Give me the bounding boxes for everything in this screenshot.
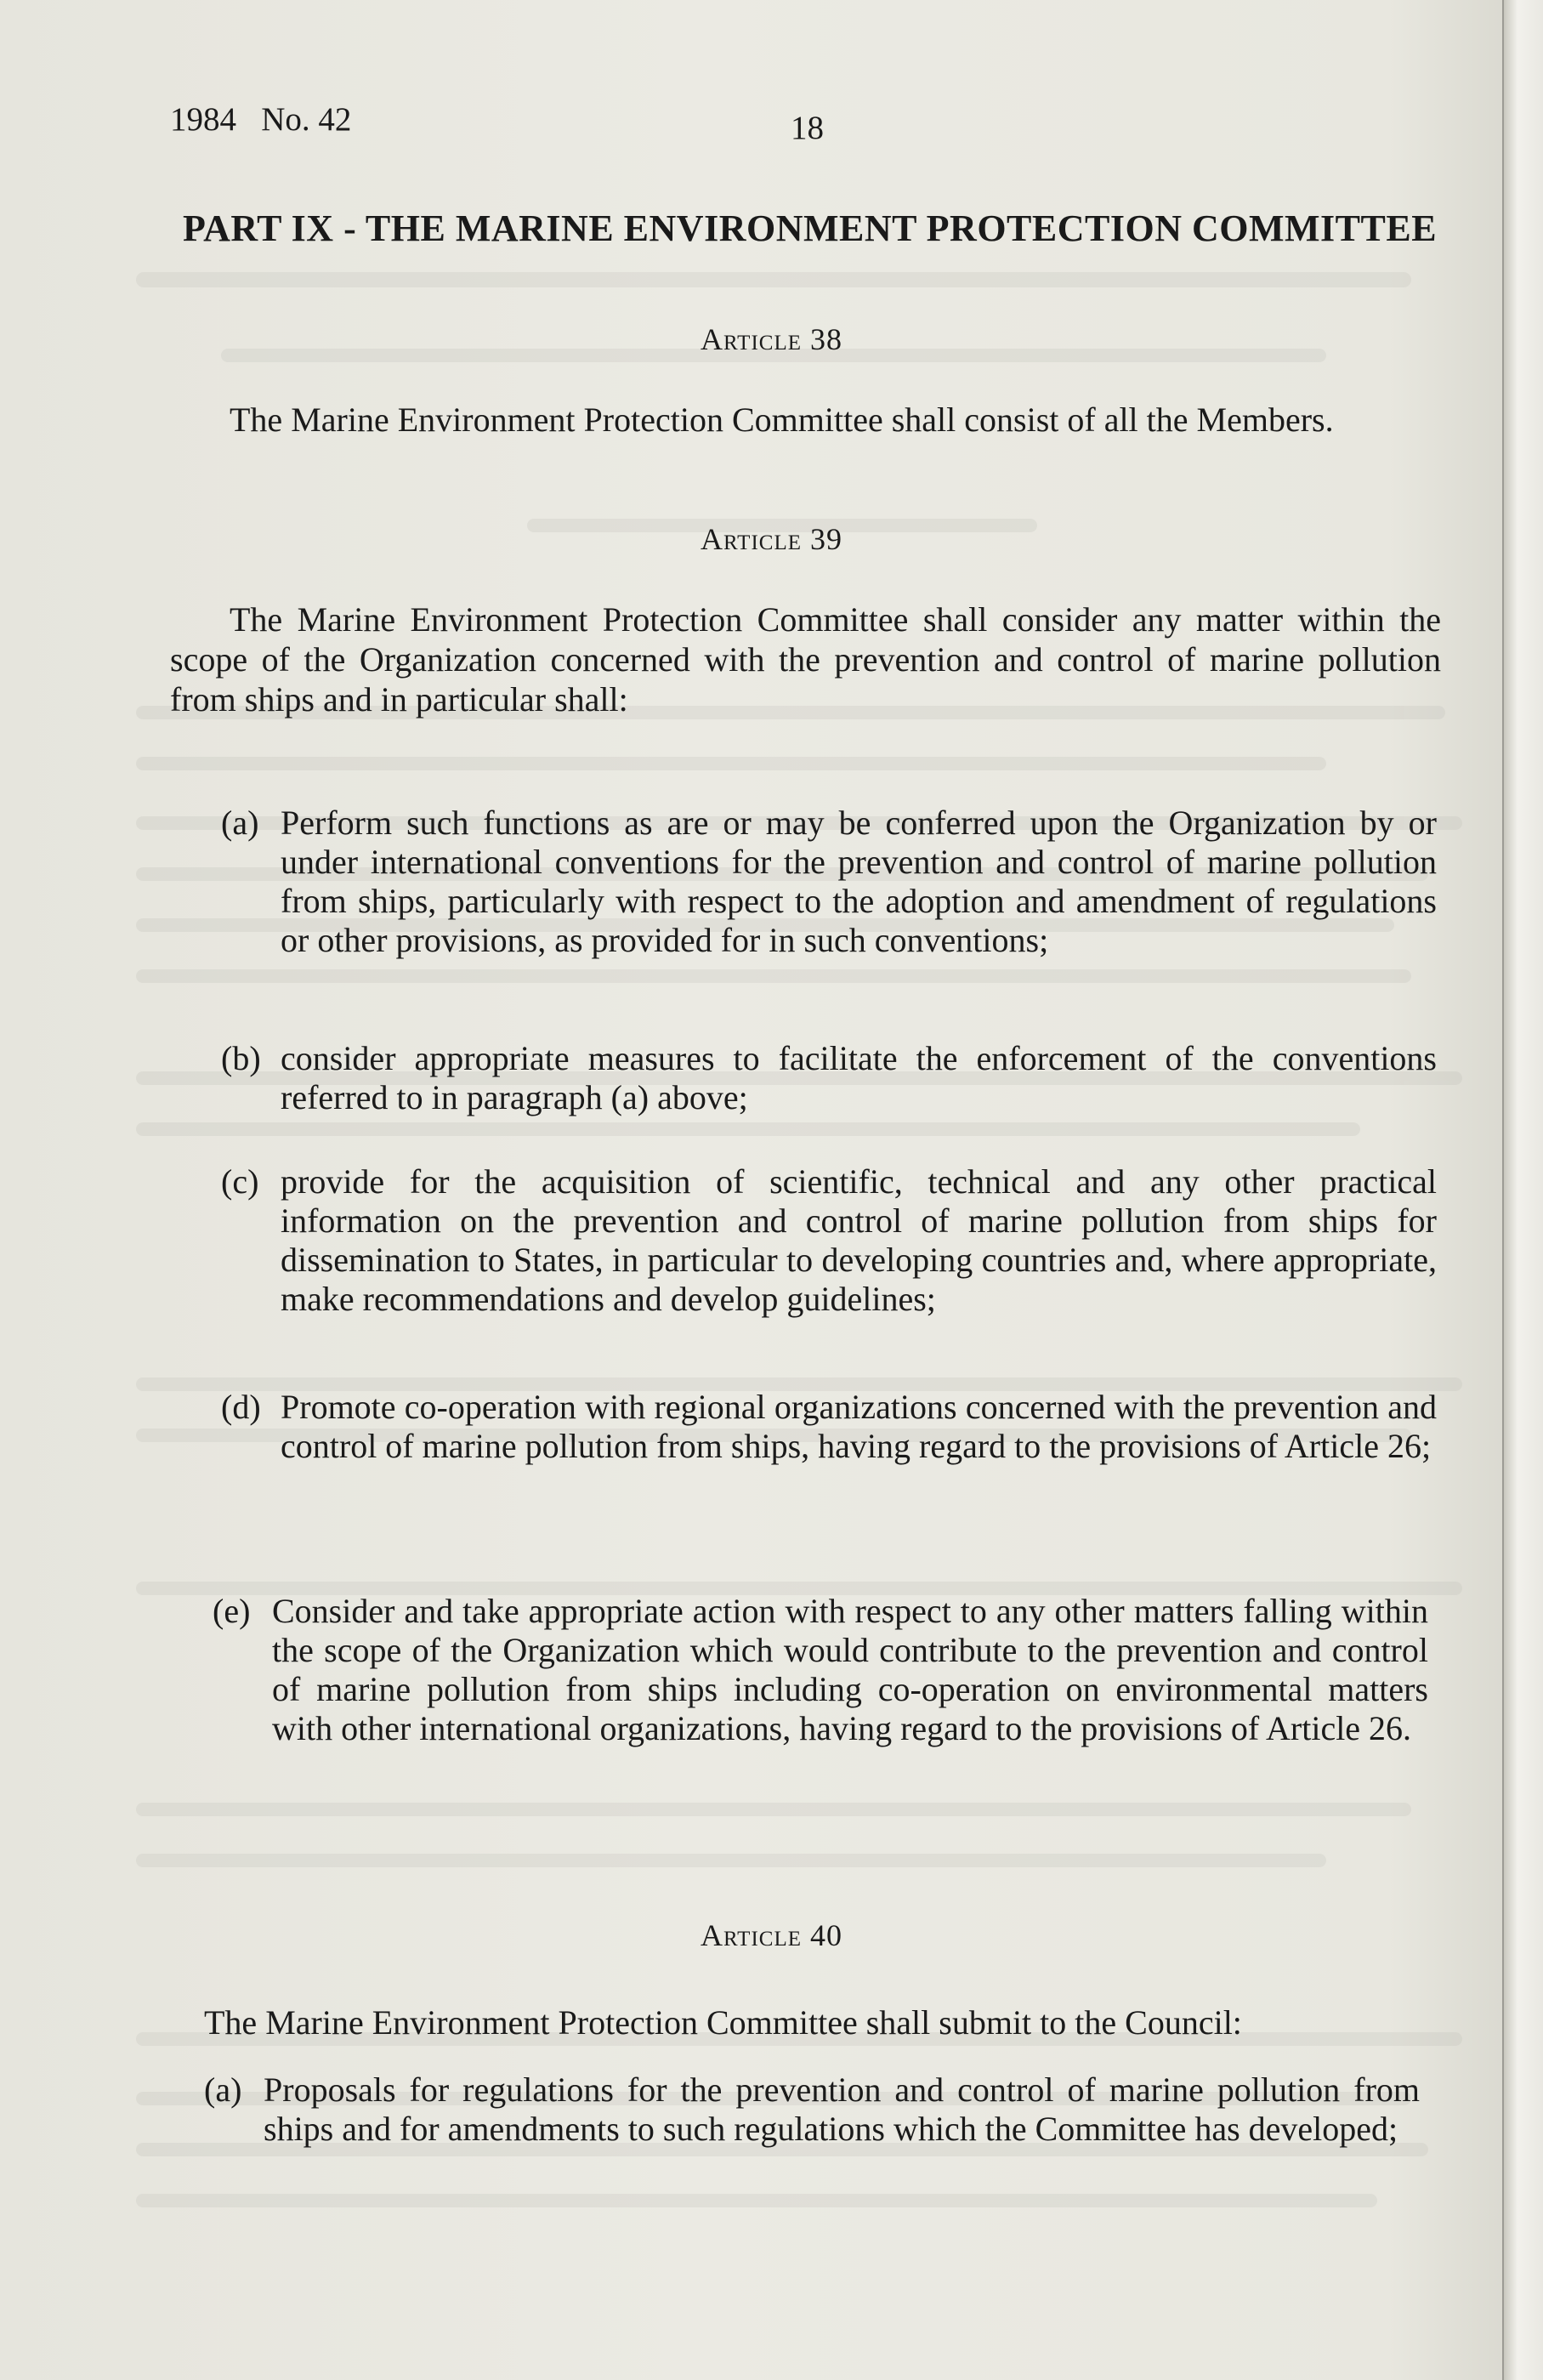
item-label: (b) bbox=[221, 1039, 261, 1077]
article-40-intro: The Marine Environment Protection Committee shall submit to the Council: bbox=[204, 2003, 1242, 2042]
page-number: 18 bbox=[791, 110, 824, 146]
item-label: (e) bbox=[213, 1592, 251, 1630]
item-text: Consider and take appropriate action with respect to any other matters falling within the scope of the Organization which would contribute to the prevention and control of marine pollution from ships including co-operation on environmental matters with other international organizations, having regard to the provisions of Article 26. bbox=[272, 1592, 1428, 1747]
article-39-intro: The Marine Environment Protection Committee shall consider any matter within the scope of the Organization concerned with the prevention and control of marine pollution from ships and in particular shall: bbox=[170, 600, 1441, 719]
article-39-heading: Article 39 bbox=[701, 522, 842, 556]
header-year: 1984 bbox=[170, 101, 236, 138]
item-text: provide for the acquisition of scientific, technical and any other practical information on the prevention and control of marine pollution from ships for dissemination to States, in particular to developing countries and, where appropriate, make recommendations and develop guidelines; bbox=[281, 1162, 1437, 1318]
item-label: (d) bbox=[221, 1388, 261, 1426]
article-40-heading: Article 40 bbox=[701, 1918, 842, 1952]
part-title: PART IX - THE MARINE ENVIRONMENT PROTECTION COMMITTEE bbox=[183, 207, 1438, 249]
running-header bbox=[170, 100, 824, 146]
item-text: Perform such functions as are or may be conferred upon the Organization by or under international conventions for the prevention and control of marine pollution from ships, particularly with respect to the adoption and amendment of regulations or other provisions, as provided for in such conventions; bbox=[281, 804, 1437, 959]
article-38-text: The Marine Environment Protection Committee shall consist of all the Members. bbox=[230, 400, 1334, 439]
item-label: (c) bbox=[221, 1162, 259, 1201]
article-38-heading: Article 38 bbox=[701, 322, 842, 356]
item-text: Promote co-operation with regional organizations concerned with the prevention and control of marine pollution from ships, having regard to the provisions of Article 26; bbox=[281, 1388, 1437, 1465]
header-number: No. 42 bbox=[261, 101, 352, 138]
item-text: Proposals for regulations for the prevention and control of marine pollution from ships and for amendments to such regulations which the Committee has developed; bbox=[264, 2070, 1420, 2148]
item-text: consider appropriate measures to facilitate the enforcement of the conventions referred to in paragraph (a) above; bbox=[281, 1039, 1437, 1116]
item-label: (a) bbox=[204, 2070, 242, 2109]
item-label: (a) bbox=[221, 804, 259, 842]
